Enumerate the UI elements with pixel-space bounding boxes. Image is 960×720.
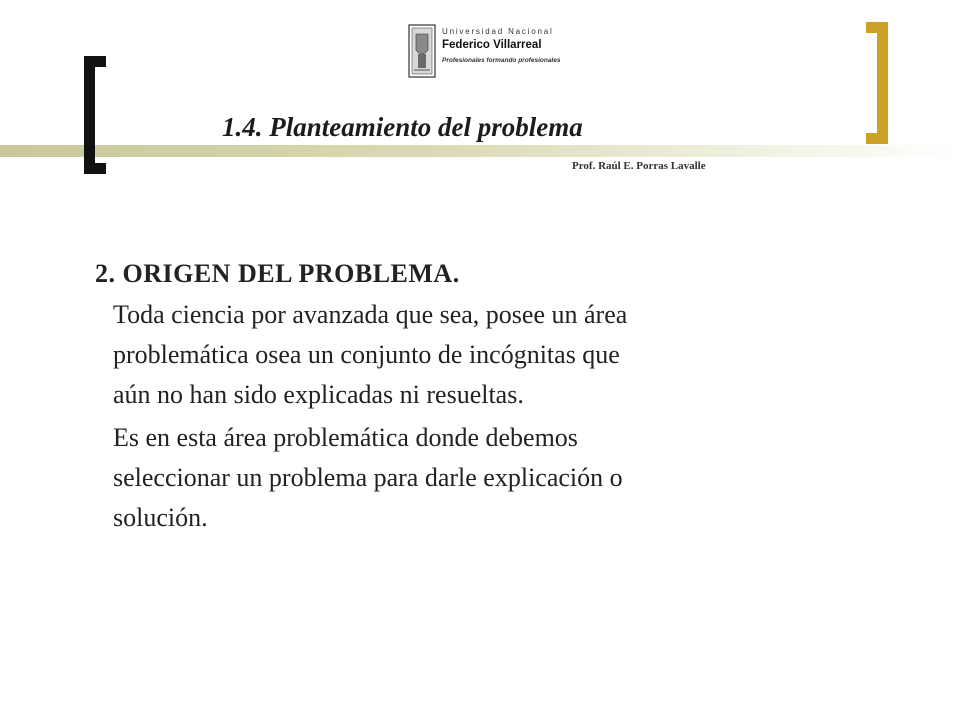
right-bracket-decoration: [866, 22, 888, 144]
paragraph-1-line: Toda ciencia por avanzada que sea, posee un área: [113, 300, 628, 329]
slide-title: 1.4. Planteamiento del problema: [222, 112, 583, 142]
header-band: [0, 145, 960, 157]
slide-body: [95, 254, 855, 538]
paragraph-1-line: problemática osea un conjunto de incógnitas que: [113, 340, 620, 369]
paragraph-2-line: seleccionar un problema para darle explicación o: [113, 463, 623, 492]
paragraph-2-line: solución.: [113, 503, 208, 532]
author-name: Prof. Raúl E. Porras Lavalle: [572, 160, 706, 172]
left-bracket-decoration: [84, 56, 106, 174]
university-seal-icon: [408, 24, 436, 78]
logo-text-name: Federico Villarreal: [442, 39, 542, 51]
section-heading: 2. ORIGEN DEL PROBLEMA.: [95, 259, 460, 288]
paragraph-1-line: aún no han sido explicadas ni resueltas.: [113, 380, 524, 409]
university-logo: [408, 24, 561, 80]
logo-text-motto: Profesionales formando profesionales: [442, 57, 561, 64]
paragraph-2: [95, 418, 855, 538]
paragraph-1: [95, 295, 855, 415]
paragraph-2-line: Es en esta área problemática donde debemos: [113, 423, 578, 452]
logo-text-university: Universidad Nacional: [442, 27, 554, 36]
